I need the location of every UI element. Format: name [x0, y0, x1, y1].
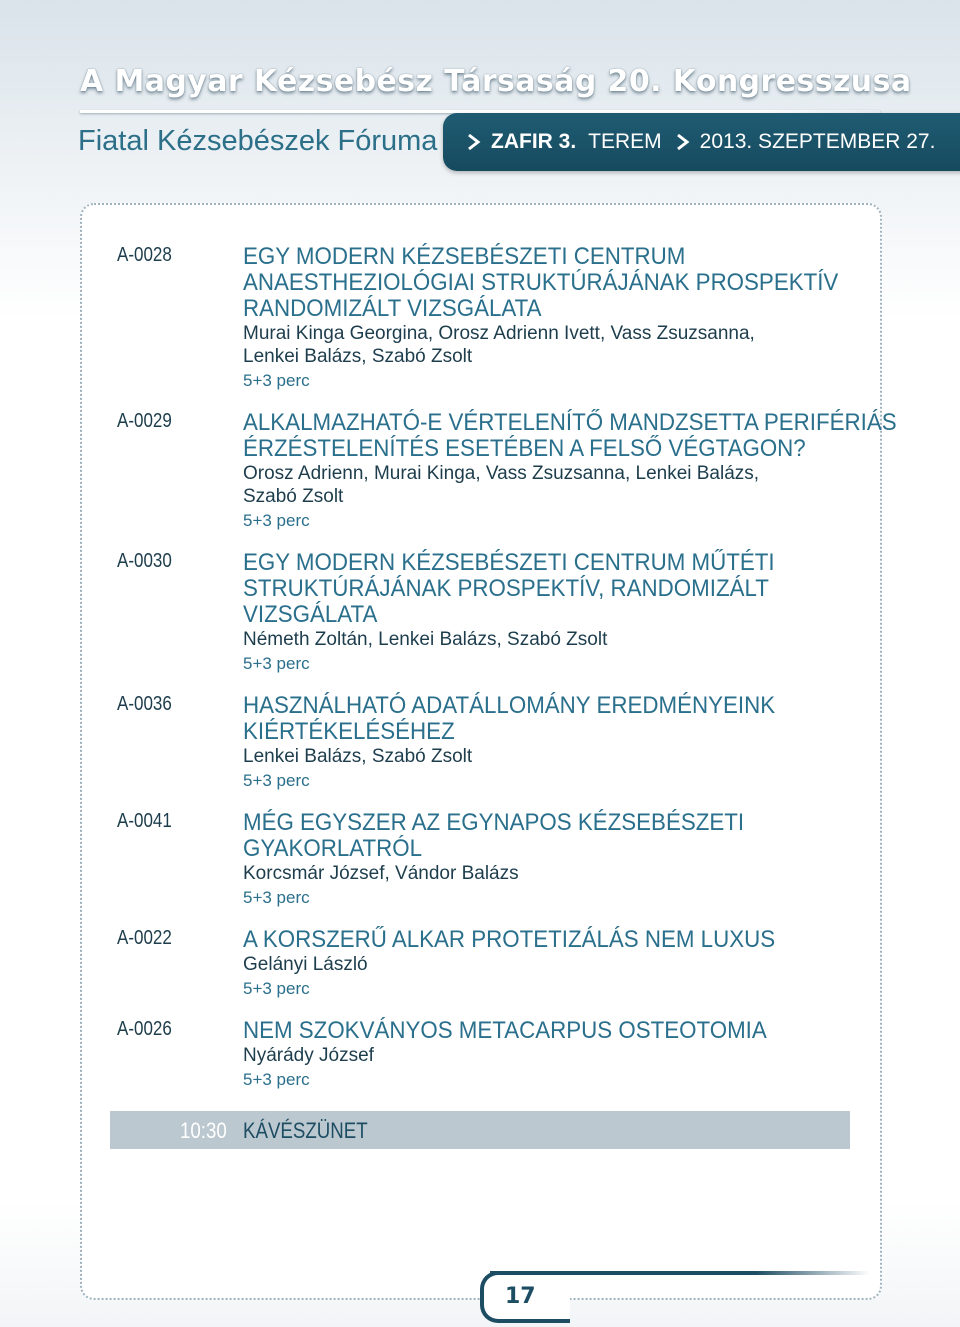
presentation-duration: 5+3 perc [243, 888, 310, 907]
chevron-right-icon [465, 133, 483, 151]
abstract-code: A-0026 [117, 1018, 172, 1040]
presentation-title: NEM SZOKVÁNYOS METACARPUS OSTEOTOMIA [243, 1017, 767, 1044]
presentation-duration: 5+3 perc [243, 979, 310, 998]
page-number: 17 [505, 1284, 536, 1309]
session-room-strong: ZAFIR 3. [491, 130, 577, 153]
presentation-authors: Korcsmár József, Vándor Balázs [243, 863, 519, 884]
presentation-authors: Lenkei Balázs, Szabó Zsolt [243, 346, 473, 367]
abstract-code: A-0030 [117, 550, 172, 572]
presentation-title: HASZNÁLHATÓ ADATÁLLOMÁNY EREDMÉNYEINK [243, 692, 776, 719]
session-room-label: TEREM [588, 130, 662, 153]
presentation-duration: 5+3 perc [243, 771, 310, 790]
presentation-duration: 5+3 perc [243, 371, 310, 390]
presentation-authors: Németh Zoltán, Lenkei Balázs, Szabó Zsolt [243, 629, 608, 650]
presentation-duration: 5+3 perc [243, 511, 310, 530]
presentation-title: RANDOMIZÁLT VIZSGÁLATA [243, 295, 542, 322]
presentation-title: EGY MODERN KÉZSEBÉSZETI CENTRUM MŰTÉTI [243, 549, 775, 576]
presentation-authors: Szabó Zsolt [243, 486, 344, 507]
presentation-authors: Gelányi László [243, 954, 368, 975]
abstract-code: A-0041 [117, 810, 172, 832]
presentation-title: STRUKTÚRÁJÁNAK PROSPEKTÍV, RANDOMIZÁLT [243, 575, 769, 602]
congress-title: A Magyar Kézsebész Társaság 20. Kongresszusa [80, 64, 912, 99]
abstract-code: A-0036 [117, 693, 172, 715]
presentation-title: A KORSZERŰ ALKAR PROTETIZÁLÁS NEM LUXUS [243, 926, 776, 953]
forum-subtitle: Fiatal Kézsebészek Fóruma [78, 125, 438, 157]
presentation-title: MÉG EGYSZER AZ EGYNAPOS KÉZSEBÉSZETI [243, 809, 745, 836]
session-info-bar [443, 113, 960, 171]
presentation-title: KIÉRTÉKELÉSÉHEZ [243, 718, 455, 745]
coffee-break-time: 10:30 [180, 1118, 227, 1143]
abstract-code: A-0022 [117, 927, 172, 949]
abstract-code: A-0028 [117, 244, 172, 266]
abstract-code: A-0029 [117, 410, 172, 432]
session-date: 2013. SZEPTEMBER 27. [699, 130, 936, 153]
presentation-title: EGY MODERN KÉZSEBÉSZETI CENTRUM [243, 243, 686, 270]
chevron-right-icon [674, 133, 692, 151]
coffee-break-label: KÁVÉSZÜNET [243, 1118, 368, 1143]
presentation-duration: 5+3 perc [243, 1070, 310, 1089]
presentation-authors: Nyárády József [243, 1045, 374, 1066]
presentation-duration: 5+3 perc [243, 654, 310, 673]
presentation-authors: Lenkei Balázs, Szabó Zsolt [243, 746, 473, 767]
presentation-title: VIZSGÁLATA [243, 601, 378, 628]
presentation-title: ÉRZÉSTELENÍTÉS ESETÉBEN A FELSŐ VÉGTAGON? [243, 435, 806, 462]
presentation-title: ANAESTHEZIOLÓGIAI STRUKTÚRÁJÁNAK PROSPEKTÍV [243, 269, 839, 296]
presentation-title: GYAKORLATRÓL [243, 835, 423, 862]
presentation-authors: Orosz Adrienn, Murai Kinga, Vass Zsuzsanna, Lenkei Balázs, [243, 463, 760, 484]
presentation-title: ALKALMAZHATÓ-E VÉRTELENÍTŐ MANDZSETTA PERIFÉRIÁS [243, 409, 897, 436]
presentation-authors: Murai Kinga Georgina, Orosz Adrienn Ivett, Vass Zsuzsanna, [243, 323, 755, 344]
